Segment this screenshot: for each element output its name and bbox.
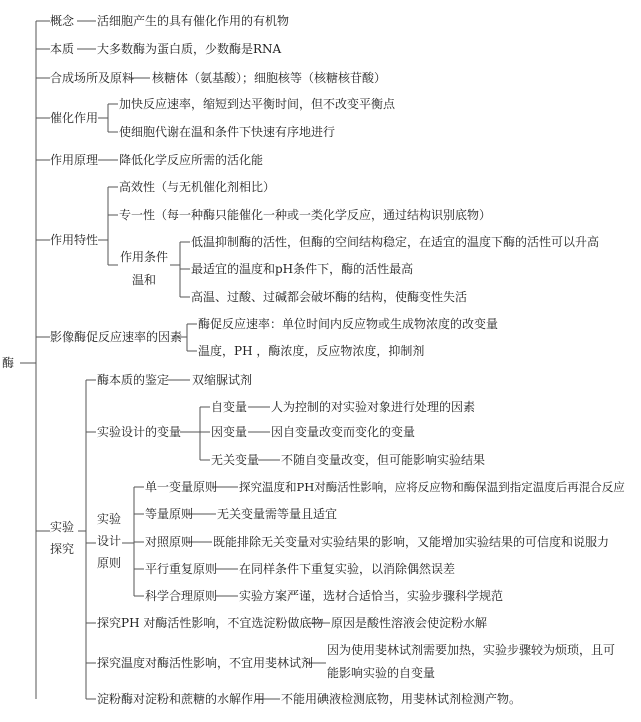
factors-label: 影像酶促反应速率的因素	[50, 330, 183, 344]
condition-item: 最适宜的温度和pH条件下，酶的活性最高	[191, 262, 414, 276]
design-principles-label-3: 原则	[97, 556, 122, 570]
temperature-text-2: 能影响实验的自变量	[327, 666, 436, 680]
efficiency-text: 高效性（与无机催化剂相比）	[119, 180, 276, 194]
identification-text: 双缩脲试剂	[192, 373, 253, 387]
variable-text: 不随自变量改变，但可能影响实验结果	[281, 453, 486, 467]
catalysis-item: 使细胞代谢在温和条件下快速有序地进行	[119, 125, 336, 139]
properties-label: 作用特性	[50, 233, 99, 247]
concept-text: 活细胞产生的具有催化作用的有机物	[97, 14, 290, 28]
principle-text: 降低化学反应所需的活化能	[119, 153, 264, 167]
design-principles-label: 实验	[97, 512, 122, 526]
amylase-text: 不能用碘液检测底物，用斐林试剂检测产物。	[281, 692, 522, 706]
amylase-label: 淀粉酶对淀粉和蔗糖的水解作用	[97, 692, 266, 706]
principle-name: 等量原则	[145, 507, 194, 521]
root-node: 酶	[2, 356, 15, 370]
principle-name: 科学合理原则	[145, 589, 218, 603]
variable-label: 无关变量	[211, 453, 260, 467]
catalysis-label: 催化作用	[50, 111, 99, 125]
experiment-label-2: 探究	[50, 542, 75, 556]
temperature-text: 因为使用斐林试剂需要加热，实验步骤较为烦琐，且可	[327, 643, 616, 657]
conditions-label: 作用条件	[120, 250, 169, 264]
ph-label: 探究PH 对酶活性影响，不宜选淀粉做底物	[97, 616, 324, 630]
principle-name: 单一变量原则	[145, 480, 218, 494]
essence-text: 大多数酶为蛋白质，少数酶是RNA	[97, 42, 282, 56]
principle-desc: 在同样条件下重复实验，以消除偶然误差	[239, 562, 456, 576]
condition-item: 高温、过酸、过碱都会破坏酶的结构，使酶变性失活	[191, 290, 468, 304]
conditions-label-2: 温和	[132, 273, 157, 287]
principle-desc: 探究温度和PH对酶活性影响，应将反应物和酶保温到指定温度后再混合反应	[239, 480, 625, 494]
ph-text: 原因是酸性溶液会使淀粉水解	[331, 616, 488, 630]
variable-text: 人为控制的对实验对象进行处理的因素	[271, 400, 476, 414]
condition-item: 低温抑制酶的活性，但酶的空间结构稳定，在适宜的温度下酶的活性可以升高	[191, 235, 600, 249]
principle-name: 平行重复原则	[145, 562, 218, 576]
temperature-label: 探究温度对酶活性影响，不宜用斐林试剂	[97, 656, 314, 670]
catalysis-item: 加快反应速率，缩短到达平衡时间，但不改变平衡点	[119, 97, 396, 111]
identification-label: 酶本质的鉴定	[97, 373, 170, 387]
variables-label: 实验设计的变量	[97, 425, 182, 439]
factors-item: 温度，PH ，酶浓度，反应物浓度，抑制剂	[198, 344, 425, 358]
concept-label: 概念	[50, 14, 75, 28]
variable-text: 因自变量改变而变化的变量	[271, 425, 416, 439]
variable-label: 自变量	[211, 400, 248, 414]
synthesis-text: 核糖体（氨基酸）；细胞核等（核糖核苷酸）	[152, 71, 387, 85]
principle-desc: 无关变量需等量且适宜	[217, 507, 338, 521]
specificity-text: 专一性（每一种酶只能催化一种或一类化学反应，通过结构识别底物）	[119, 208, 492, 222]
experiment-label: 实验	[50, 520, 75, 534]
principle-desc: 既能排除无关变量对实验结果的影响，又能增加实验结果的可信度和说服力	[213, 535, 610, 549]
principle-desc: 实验方案严谨，选材合适恰当，实验步骤科学规范	[239, 589, 504, 603]
design-principles-label-2: 设计	[97, 534, 122, 548]
variable-label: 因变量	[211, 425, 248, 439]
principle-name: 对照原则	[145, 535, 194, 549]
factors-item: 酶促反应速率：单位时间内反应物或生成物浓度的改变量	[198, 317, 499, 331]
synthesis-label: 合成场所及原料	[50, 71, 135, 85]
principle-label: 作用原理	[50, 153, 99, 167]
essence-label: 本质	[50, 42, 75, 56]
